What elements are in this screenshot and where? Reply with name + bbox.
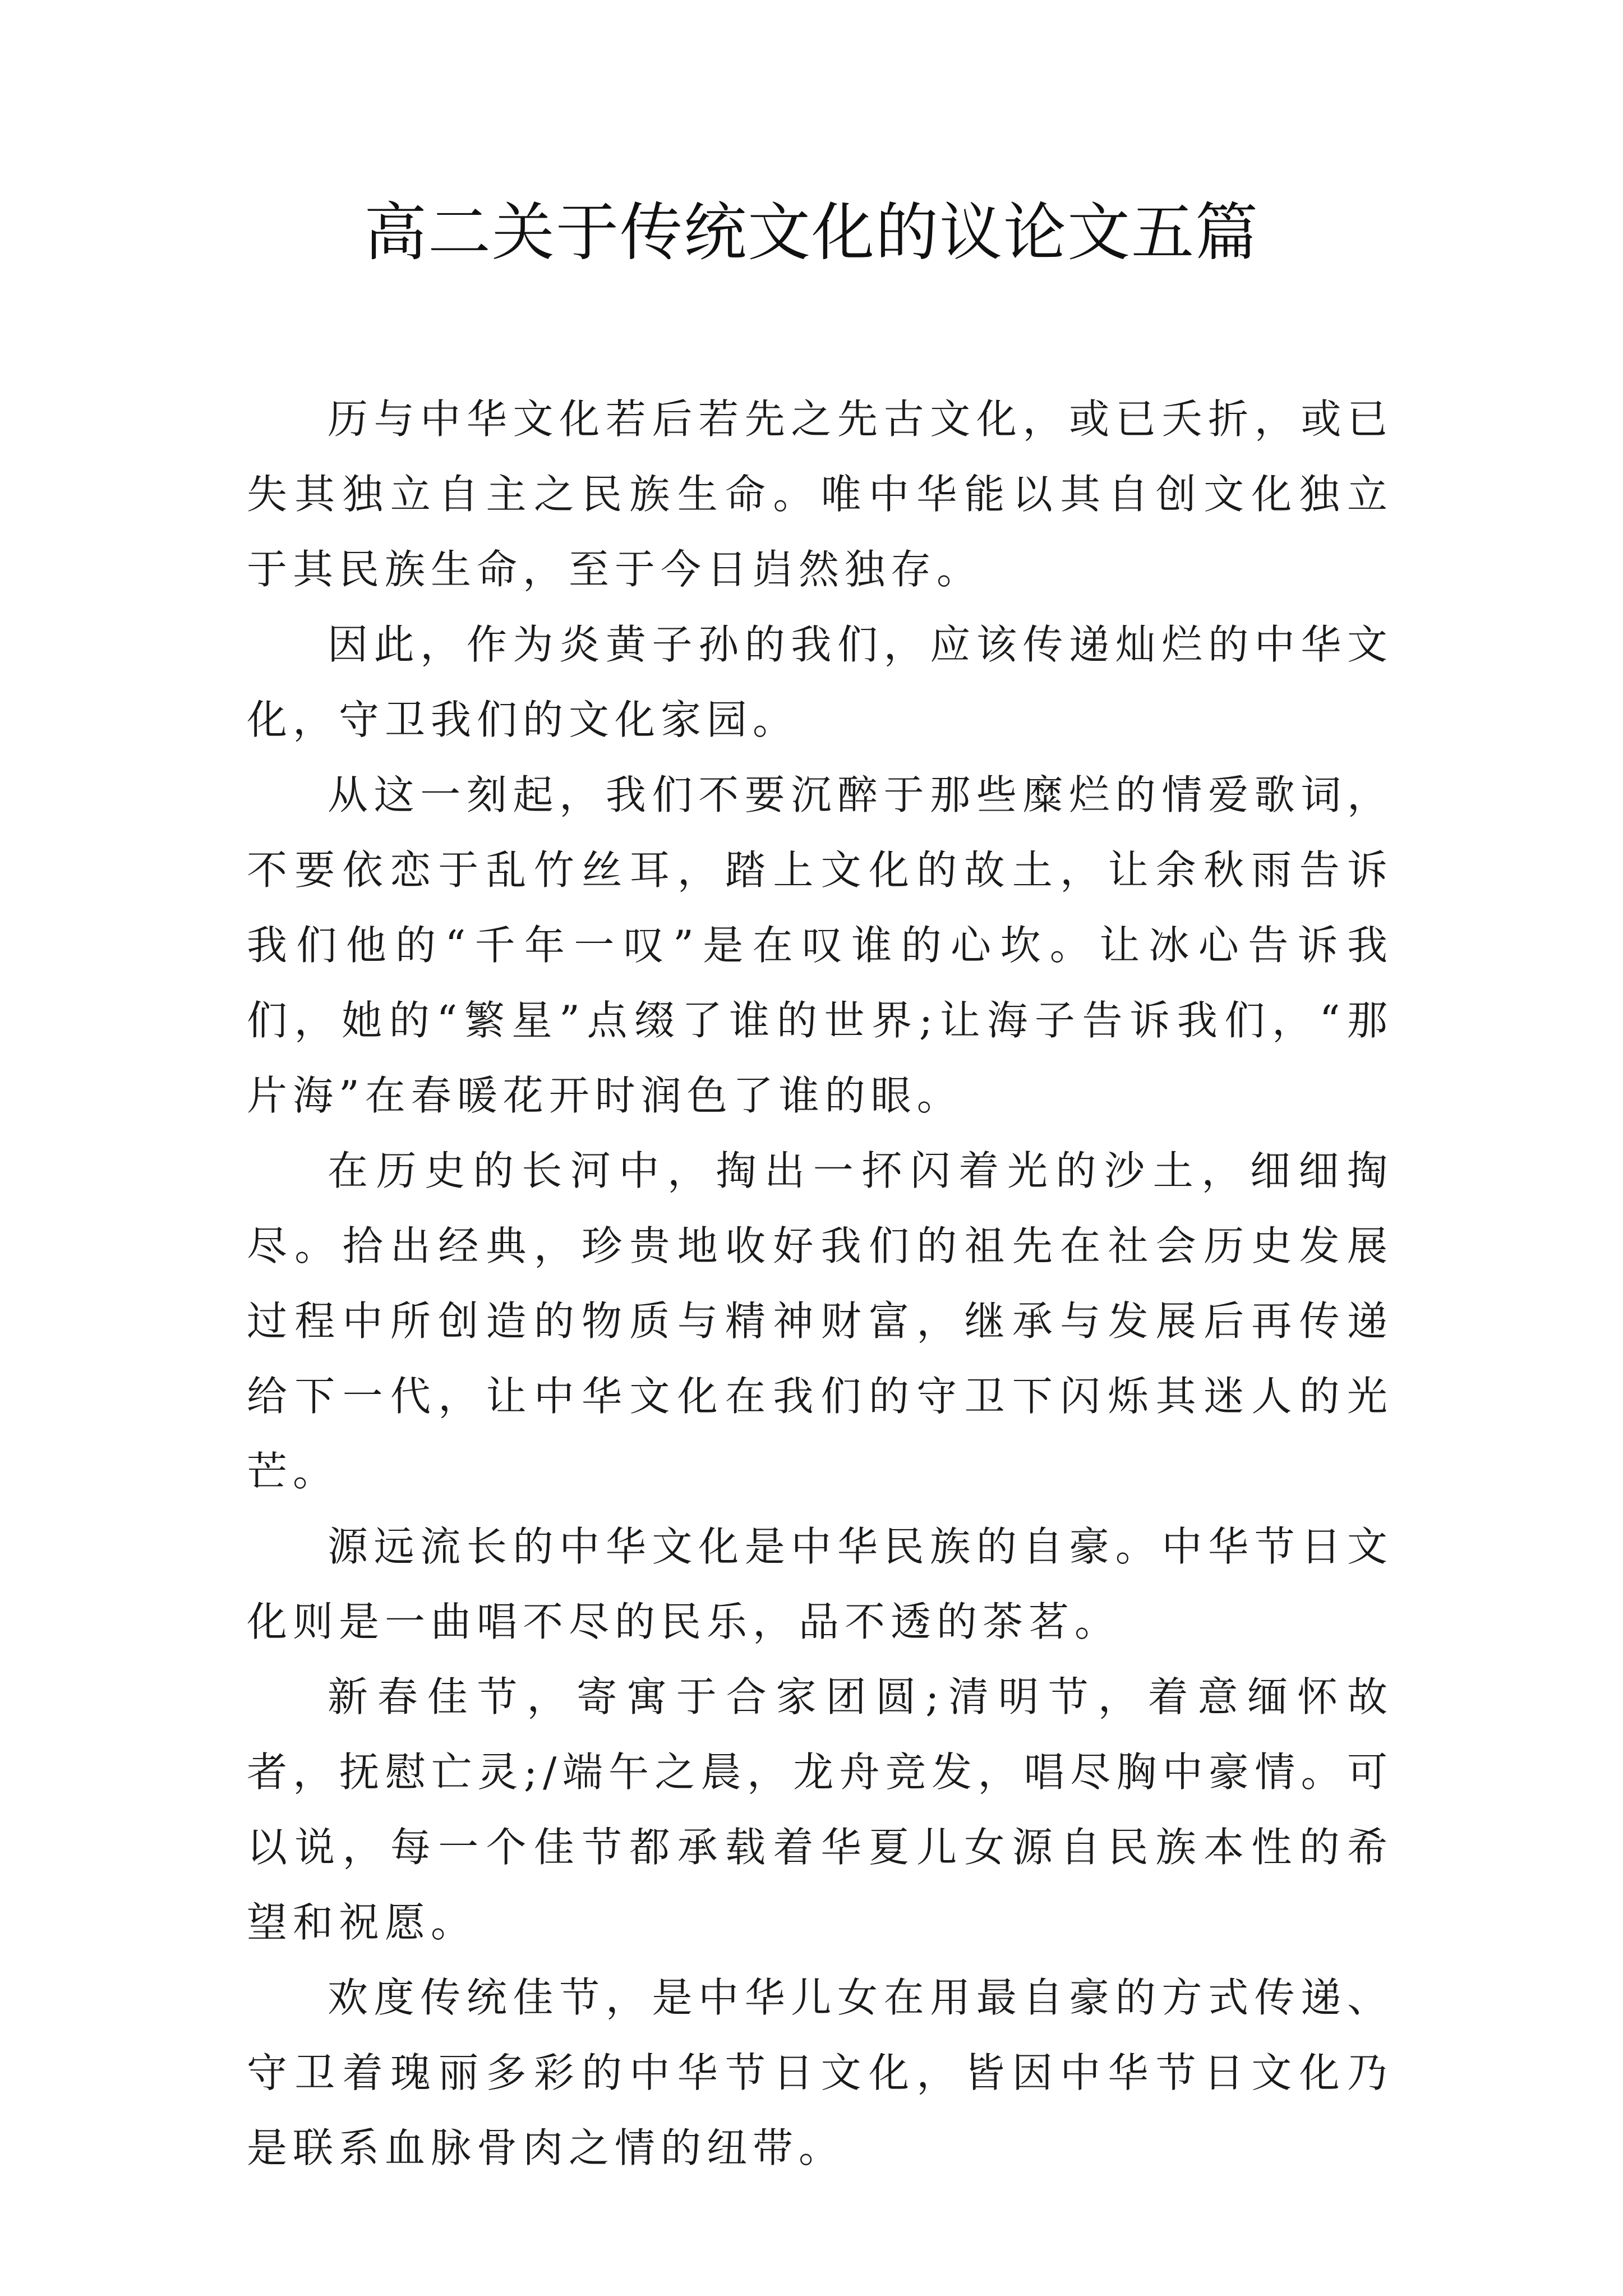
paragraph-1: 历与中华文化若后若先之先古文化，或已夭折，或已失其独立自主之民族生命。唯中华能以其自创文化独立于其民族生命，至于今日岿然独存。 <box>247 395 1393 593</box>
paragraph-5: 源远流长的中华文化是中华民族的自豪。中华节日文化则是一曲唱不尽的民乐，品不透的茶茗。 <box>247 1523 1393 1645</box>
paragraph-2: 因此，作为炎黄子孙的我们，应该传递灿烂的中华文化，守卫我们的文化家园。 <box>247 621 1393 743</box>
paragraph-3: 从这一刻起，我们不要沉醉于那些糜烂的情爱歌词，不要依恋于乱竹丝耳，踏上文化的故土，让余秋雨告诉我们他的“千年一叹”是在叹谁的心坎。让冰心告诉我们，她的“繁星”点缀了谁的世界;让海子告诉我们，“那片海”在春暖花开时润色了谁的眼。 <box>247 771 1393 1119</box>
paragraph-4: 在历史的长河中，掏出一抔闪着光的沙土，细细掏尽。拾出经典，珍贵地收好我们的祖先在社会历史发展过程中所创造的物质与精神财富，继承与发展后再传递给下一代，让中华文化在我们的守卫下闪烁其迷人的光芒。 <box>247 1147 1393 1495</box>
paragraph-6: 新春佳节，寄寓于合家团圆;清明节，着意缅怀故者，抚慰亡灵;/端午之晨，龙舟竞发，唱尽胸中豪情。可以说，每一个佳节都承载着华夏儿女源自民族本性的希望和祝愿。 <box>247 1673 1393 1946</box>
paragraph-7: 欢度传统佳节，是中华儿女在用最自豪的方式传递、守卫着瑰丽多彩的中华节日文化，皆因中华节日文化乃是联系血脉骨肉之情的纽带。 <box>247 1974 1393 2171</box>
document-body <box>247 381 1393 2185</box>
document-title: 高二关于传统文化的议论文五篇 <box>364 196 1259 269</box>
